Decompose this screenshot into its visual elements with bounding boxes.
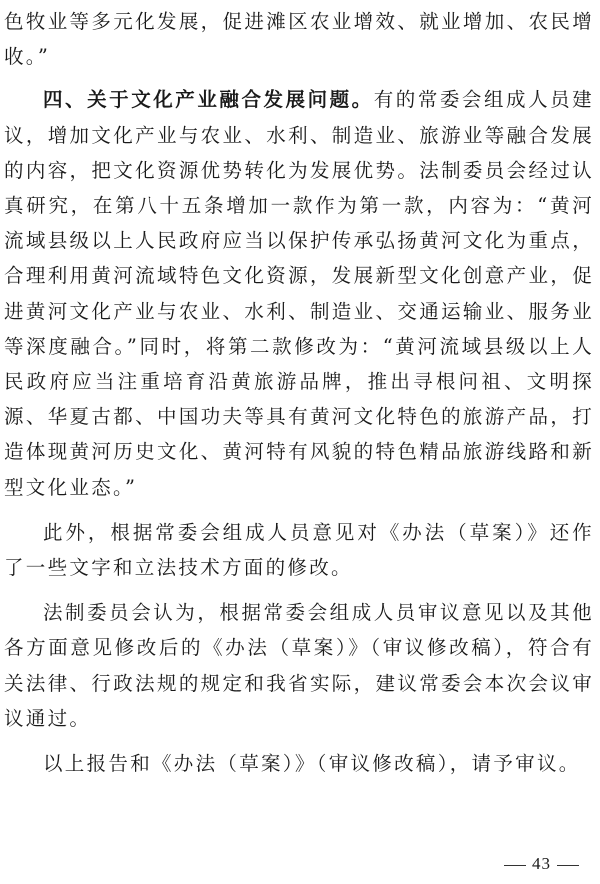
- page-number-value: 43: [532, 854, 551, 873]
- paragraph-text: 此外，根据常委会组成人员意见对《办法（草案）》还作了一些文字和立法技术方面的修改。: [4, 520, 594, 580]
- paragraph-text: 以上报告和《办法（草案）》（审议修改稿），请予审议。: [43, 752, 581, 776]
- section-heading: 四、关于文化产业融合发展问题。: [43, 88, 374, 112]
- paragraph-text: 有的常委会组成人员建议，增加文化产业与农业、水利、制造业、旅游业等融合发展的内容，把文化资源优势转化为发展优势。法制委员会经过认真研究，在第八十五条增加一款作为第一款，内容为：“黄河流域县级以上人民政府应当以保护传承弘扬黄河文化为重点，合理利用黄河流域特色文化资源，发展新型文化创意产业，促进黄河文化产业与农业、水利、制造业、交通运输业、服务业等深度融合。”同时，将第二款修改为：“黄河流域县级以上人民政府应当注重培育沿黄旅游品牌，推出寻根问祖、文明探源、华夏古都、中国功夫等具有黄河文化特色的旅游产品，打造体现黄河历史文化、黄河特有风貌的特色精品旅游线路和新型文化业态。”: [4, 88, 594, 499]
- paragraph-closing: [4, 746, 594, 781]
- paragraph-committee-opinion: [4, 595, 594, 736]
- paragraph-continuation: [4, 4, 594, 74]
- page-number-dash-right: [557, 865, 579, 866]
- document-body: [4, 4, 594, 791]
- paragraph-text: 色牧业等多元化发展，促进滩区农业增效、就业增加、农民增收。”: [4, 10, 594, 69]
- page-number-dash-left: [504, 865, 526, 866]
- paragraph-cultural-industry: [4, 82, 594, 504]
- paragraph-text: 法制委员会认为，根据常委会组成人员审议意见以及其他各方面意见修改后的《办法（草案）》（审议修改稿），符合有关法律、行政法规的规定和我省实际，建议常委会本次会议审议通过。: [4, 601, 594, 730]
- paragraph-other-revisions: [4, 515, 594, 585]
- page-number: [498, 854, 585, 874]
